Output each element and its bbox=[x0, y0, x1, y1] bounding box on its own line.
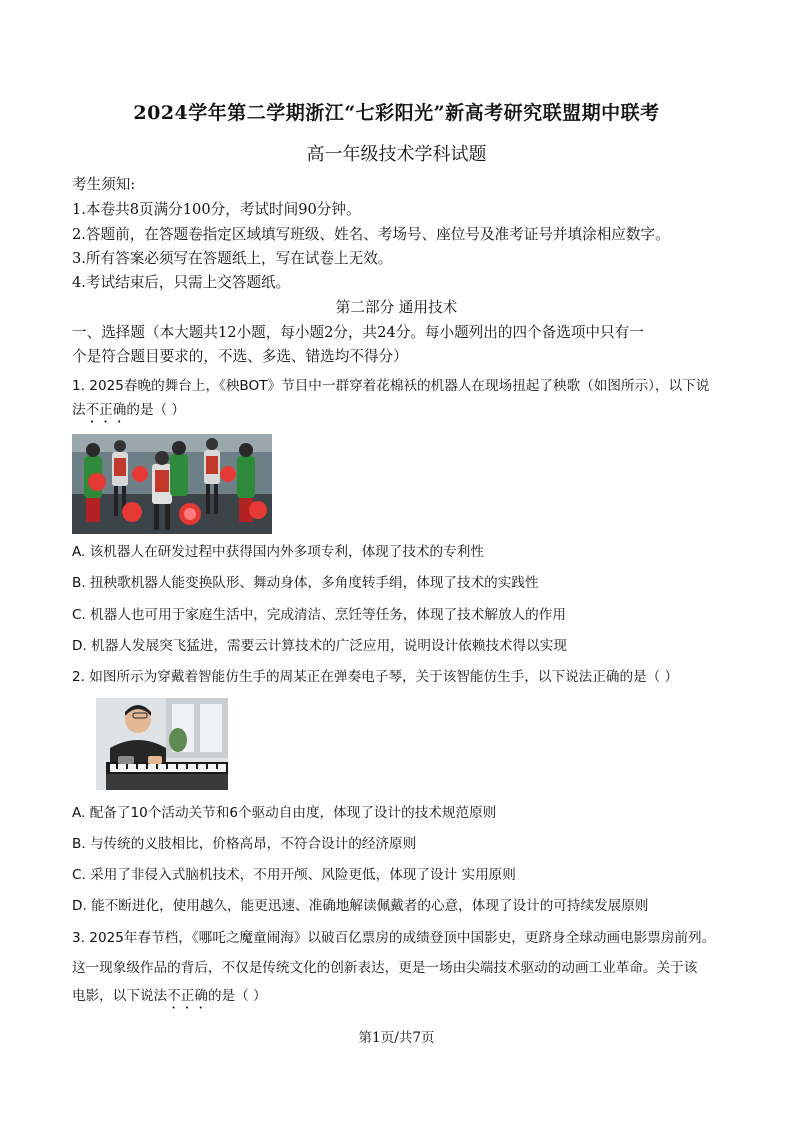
q3-answer-bracket: 的是（ ） bbox=[207, 988, 267, 1004]
choice-instructions-2: 个是符合题目要求的，不选、多选、错选均不得分） bbox=[72, 348, 408, 365]
q2-stem: 2. 如图所示为穿戴着智能仿生手的周某正在弹奏电子琴，关于该智能仿生手，以下说法正确的是（ ） bbox=[72, 669, 679, 685]
q3-stem-line2: 这一现象级作品的背后，不仅是传统文化的创新表达，更是一场由尖端技术驱动的动画工业革命。关于该 bbox=[72, 960, 698, 976]
q2-option-d: D. 能不断进化，使用越久，能更迅速、准确地解读佩戴者的心意，体现了设计的可持续发展原则 bbox=[72, 898, 649, 914]
notice-heading: 考生须知: bbox=[72, 176, 136, 193]
q1-stem-text: 法 bbox=[72, 402, 86, 418]
exam-subtitle: 高一年级技术学科试题 bbox=[306, 144, 487, 165]
notice-item-4: 4.考试结束后，只需上交答题纸。 bbox=[72, 274, 291, 291]
q1-option-d: D. 机器人发展突飞猛进，需要云计算技术的广泛应用，说明设计依赖技术得以实现 bbox=[72, 638, 567, 654]
q1-stem-line1: 1. 2025春晚的舞台上，《秧BOT》节目中一群穿着花棉袄的机器人在现场扭起了秧歌（如图所示），以下说 bbox=[72, 378, 710, 394]
q1-option-a: A. 该机器人在研发过程中获得国内外多项专利，体现了技术的专利性 bbox=[72, 544, 484, 560]
notice-item-2: 2.答题前，在答题卷指定区域填写班级、姓名、考场号、座位号及准考证号并填涂相应数字。 bbox=[72, 226, 670, 243]
notice-item-3: 3.所有答案必须写在答题纸上，写在试卷上无效。 bbox=[72, 250, 393, 267]
q2-option-c: C. 采用了非侵入式脑机技术，不用开颅、风险更低，体现了设计 实用原则 bbox=[72, 867, 516, 883]
q1-emphasis-text: 不正确 bbox=[85, 402, 127, 418]
q1-option-c: C. 机器人也可用于家庭生活中，完成清洁、烹饪等任务，体现了技术解放人的作用 bbox=[72, 607, 566, 623]
robot-dance-photo bbox=[72, 434, 272, 534]
q3-stem-line1: 3. 2025年春节档，《哪吒之魔童闹海》以破百亿票房的成绩登顶中国影史，更跻身全球动画电影票房前列。 bbox=[72, 930, 716, 946]
page-number: 第1页/共7页 bbox=[358, 1030, 435, 1046]
q1-answer-bracket: 的是（ ） bbox=[126, 402, 186, 418]
q3-stem-text: 电影，以下说法 bbox=[72, 988, 168, 1004]
part-title: 第二部分 通用技术 bbox=[335, 299, 458, 316]
bionic-hand-piano-photo bbox=[96, 698, 228, 790]
choice-instructions-1: 一、选择题（本大题共12小题，每小题2分，共24分。每小题列出的四个备选项中只有一 bbox=[72, 324, 644, 341]
notice-item-1: 1.本卷共8页满分100分，考试时间90分钟。 bbox=[72, 201, 361, 218]
q1-stem-line2 bbox=[72, 400, 732, 426]
exam-title: 2024学年第二学期浙江“七彩阳光”新高考研究联盟期中联考 bbox=[133, 102, 660, 124]
q1-option-b: B. 扭秧歌机器人能变换队形、舞动身体，多角度转手绢，体现了技术的实践性 bbox=[72, 575, 539, 591]
q2-option-a: A. 配备了10个活动关节和6个驱动自由度，体现了设计的技术规范原则 bbox=[72, 805, 497, 821]
q2-option-b: B. 与传统的义肢相比，价格高昂，不符合设计的经济原则 bbox=[72, 836, 417, 852]
q3-emphasis-text: 不正确 bbox=[167, 988, 208, 1004]
q3-stem-line3 bbox=[72, 986, 732, 1012]
